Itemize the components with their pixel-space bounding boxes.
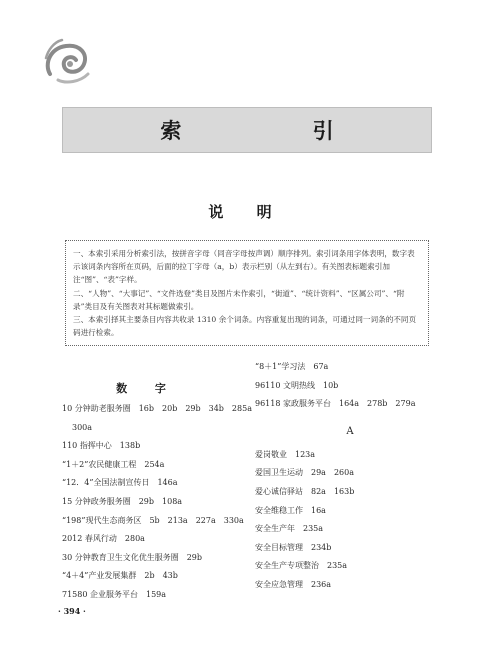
index-entry: 2012 春风行动 280a [62, 534, 145, 544]
note-item-1: 一、本索引采用分析索引法，按拼音字母（同音字母按声调）顺序排列。索引词条用字体表明，数字表示该词条内容所在页码，后面的拉丁字母（a，b）表示栏别（从左到右）。有关图表标题索引加注“图”、“表”字样。 [73, 249, 415, 285]
index-entry: 安全目标管理 234b [255, 542, 332, 552]
index-entry: 96118 家政服务平台 164a 278b 279a [255, 399, 416, 409]
index-entry: 爱国卫生运动 29a 260a [255, 468, 354, 478]
index-entry: 71580 企业服务平台 159a [62, 589, 167, 599]
index-entry: 爱心诚信驿站 82a 163b [255, 486, 355, 496]
page-number: · 394 · [58, 606, 86, 616]
notes-box [65, 240, 429, 346]
index-entry: 爱岗敬业 123a [255, 449, 316, 459]
index-entry-continuation: 300a [72, 422, 93, 432]
index-entry: 30 分钟教育卫生文化优生服务圈 29b [62, 552, 203, 562]
index-entry: 10 分钟助老服务圈 16b 20b 29b 34b 285a [62, 404, 252, 413]
index-entry: “198”现代生态商务区 5b 213a 227a 330a [62, 515, 244, 525]
index-column-right [255, 358, 445, 595]
note-item-2: 二、“人物”、“大事记”、“文件选登”类目及图片未作索引，“街道”、“统计资料”、“区属公司”、“附录”类目及有关图表对其标题做索引。 [73, 288, 405, 311]
note-item-3: 三、本索引择其主要条目内容共收录 1310 余个词条。内容重复出现的词条，可通过同一词条的不同页码进行检索。 [73, 315, 417, 338]
index-entry: 110 指挥中心 138b [62, 441, 141, 451]
index-entry: 安全生产年 235a [255, 524, 324, 534]
index-entry: 安全维稳工作 16a [255, 505, 326, 515]
index-entry: “8＋1”学习法 67a [255, 362, 329, 371]
index-entry: 15 分钟政务服务圈 29b 108a [62, 496, 183, 506]
page-title: 索 引 [160, 119, 396, 143]
index-entry: “1＋2”农民健康工程 254a [62, 459, 165, 469]
index-entry: “12．4”全国法制宣传日 146a [62, 478, 178, 488]
index-entry: 安全应急管理 236a [255, 579, 332, 589]
index-entry: 安全生产专项整治 235a [255, 561, 348, 571]
page-title-band [62, 107, 432, 153]
swirl-logo-icon [40, 34, 94, 88]
index-entry: “4＋4”产业发展集群 2b 43b [62, 571, 178, 581]
section-subtitle: 说 明 [208, 203, 286, 221]
index-entry: 96110 文明热线 10b [255, 380, 339, 390]
index-column-left [62, 372, 252, 605]
section-heading-digits: 数 字 [116, 382, 178, 395]
section-heading-letter-a: A [346, 425, 354, 437]
